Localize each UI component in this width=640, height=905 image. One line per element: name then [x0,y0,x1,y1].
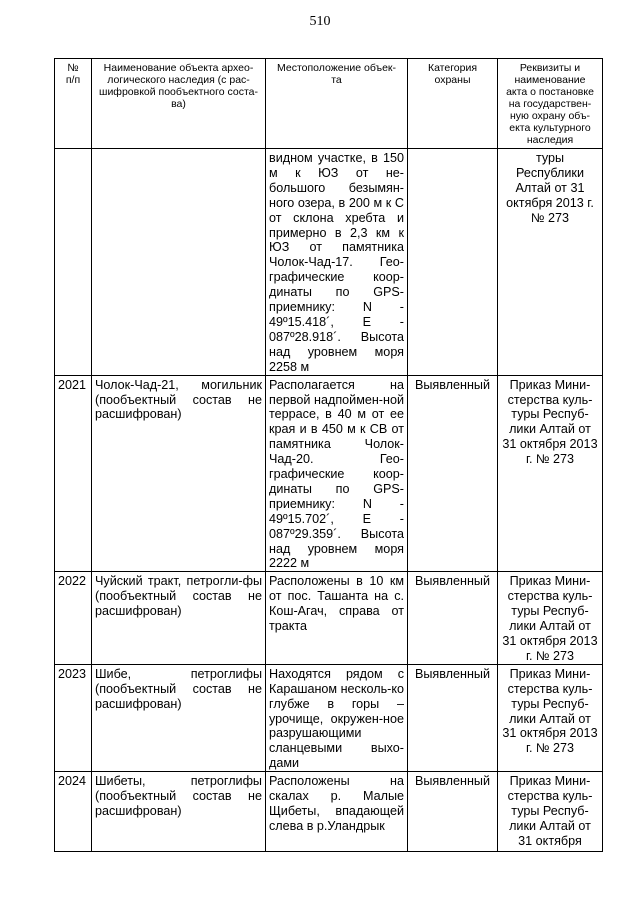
category-cell: Выявленный [408,772,498,852]
row-number: 2022 [55,572,92,664]
category-cell: Выявленный [408,375,498,572]
location-cell: Находятся рядом с Карашаном несколь-ко глубже в горы – урочище, окружен-ное разрушающими сланцевыми выхо-дами [266,664,408,771]
row-number: 2021 [55,375,92,572]
requisites-cell: Приказ Мини-стерства куль-туры Респуб-лики Алтай от 31 октября 2013 г. № 273 [498,572,603,664]
requisites-cell: Приказ Мини-стерства куль-туры Респуб-лики Алтай от 31 октября 2013 г. № 273 [498,664,603,771]
header-name: Наименование объекта архео- логического наследия (с рас- шифровкой пообъектного соста- ва) [92,59,266,149]
location-cell: видном участке, в 150 м к ЮЗ от не-большого безымян-ного озера, в 200 м к С от склона хребта и примерно в 2,3 км к ЮЗ от памятника Чолок-Чад-17. Гео-графические коор-динаты по GPS-приемнику: N - 49º15.418´, E - 087º28.918´. Высота над уровнем моря 2258 м [266,149,408,376]
category-cell [408,149,498,376]
location-cell: Располагается на первой надпоймен-ной террасе, в 40 м от ее края и в 450 м к СВ от памятника Чолок-Чад-20. Гео-графические коор-динаты по GPS-приемнику: N - 49º15.702´, E - 087º29.359´. Высота над уровнем моря 2222 м [266,375,408,572]
requisites-cell: Приказ Мини-стерства куль-туры Респуб-лики Алтай от 31 октября 2013 г. № 273 [498,375,603,572]
page-number: 510 [309,14,331,29]
header-category: Категория охраны [408,59,498,149]
object-name-cell: Шибе, петроглифы (пообъектный состав не расшифрован) [92,664,266,771]
requisites-cell: Приказ Мини-стерства куль-туры Респуб-лики Алтай от 31 октября [498,772,603,852]
object-name-cell: Чуйский тракт, петрогли-фы (пообъектный состав не расшифрован) [92,572,266,664]
location-cell: Расположены на скалах р. Малые Щибеты, впадающей слева в р.Уландрык [266,772,408,852]
row-number: 2023 [55,664,92,771]
object-name-cell [92,149,266,376]
heritage-registry-table [54,58,603,852]
table-row [55,664,603,771]
category-cell: Выявленный [408,664,498,771]
table-header-row [55,59,603,149]
requisites-cell: туры Республики Алтай от 31 октября 2013 г. № 273 [498,149,603,376]
table-row [55,572,603,664]
row-number [55,149,92,376]
object-name-cell: Шибеты, петроглифы (пообъектный состав не расшифрован) [92,772,266,852]
table-row [55,149,603,376]
header-location: Местоположение объек- та [266,59,408,149]
location-cell: Расположены в 10 км от пос. Ташанта на с. Кош-Агач, справа от тракта [266,572,408,664]
table-row [55,375,603,572]
header-num: № п/п [55,59,92,149]
table-row [55,772,603,852]
header-requisites: Реквизиты и наименование акта о постановке на государствен- ную охрану объ- екта культурного наследия [498,59,603,149]
object-name-cell: Чолок-Чад-21, могильник (пообъектный состав не расшифрован) [92,375,266,572]
category-cell: Выявленный [408,572,498,664]
row-number: 2024 [55,772,92,852]
